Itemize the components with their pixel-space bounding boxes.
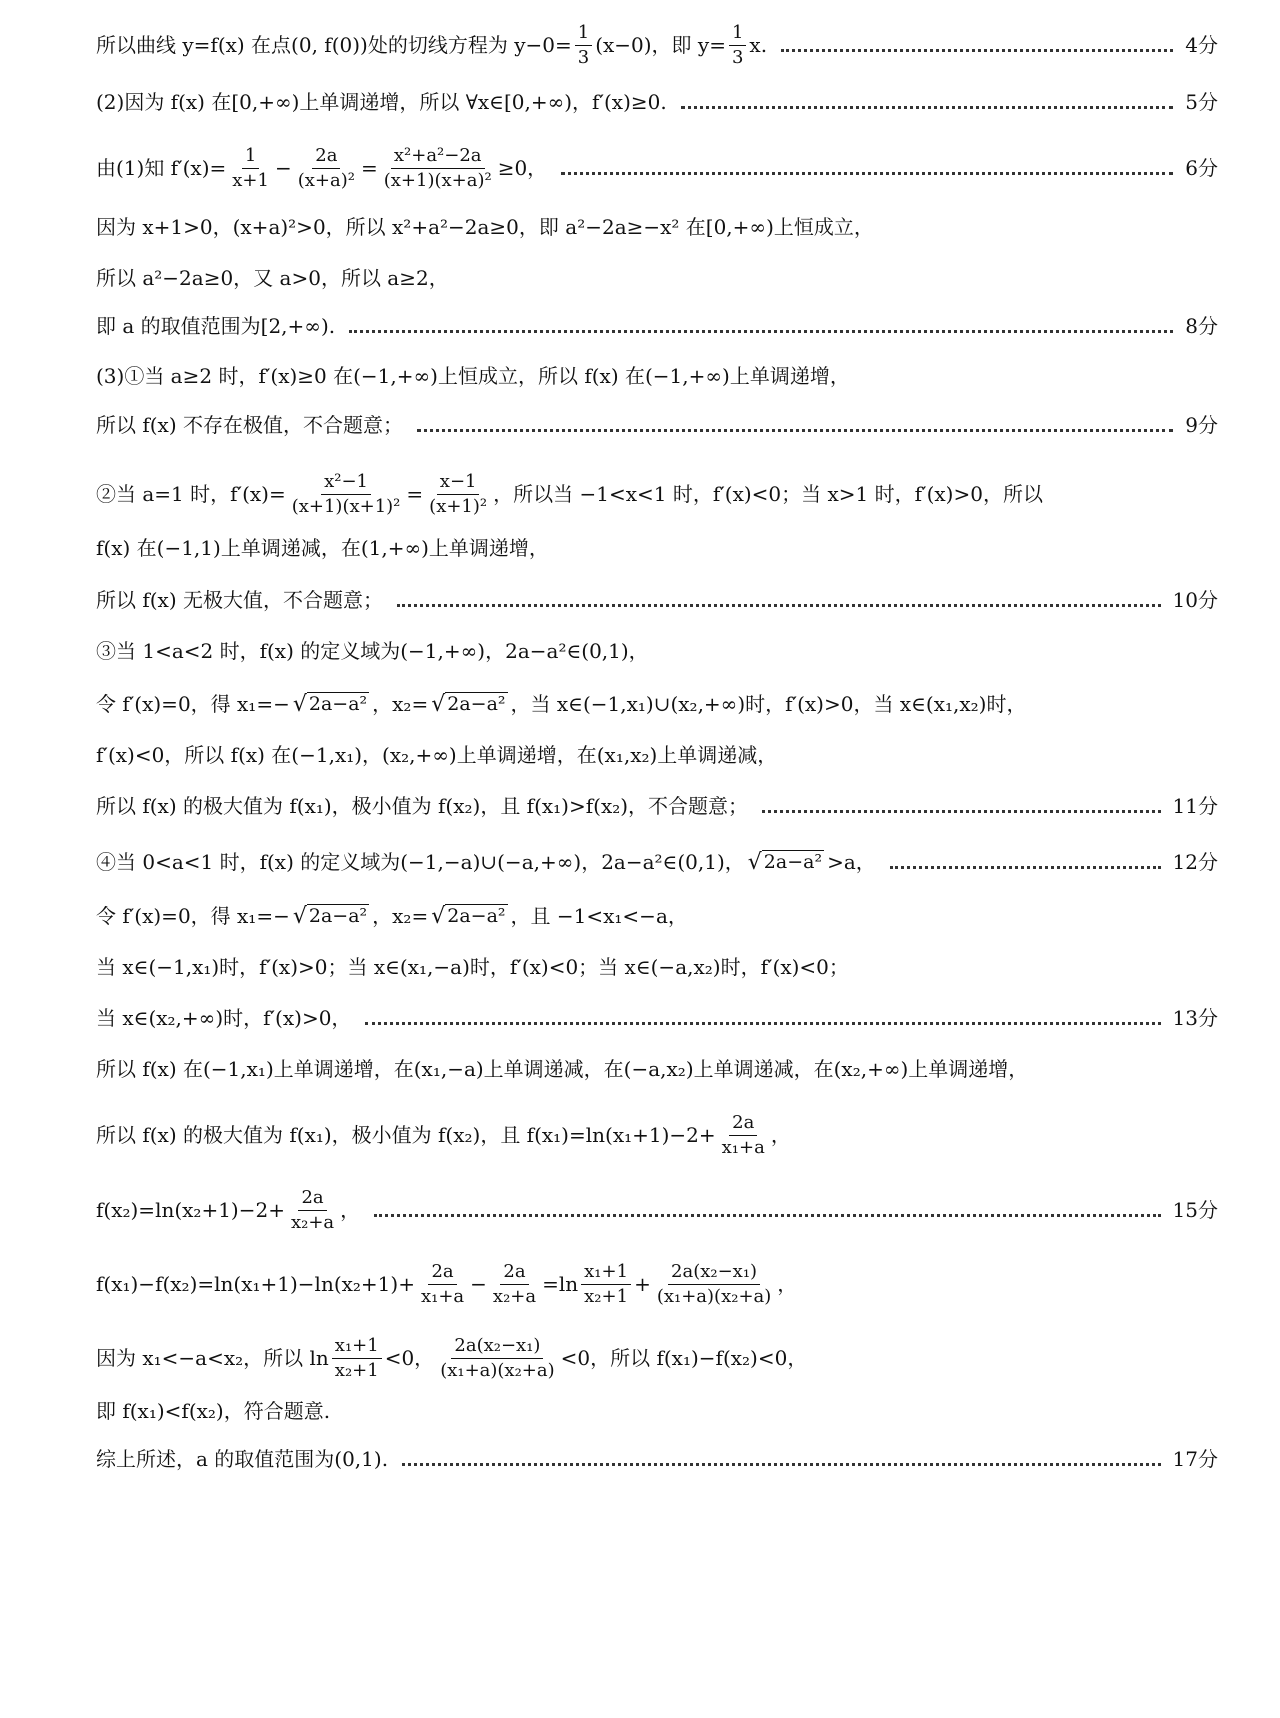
solution-line-text [96,312,335,340]
solution-line-text [96,1445,388,1473]
solution-line-text [96,586,383,614]
solution-line [96,1188,1218,1233]
fraction-denominator: 3 [731,46,744,68]
text-segment: 因为 x+1>0，(x+a)²>0，所以 x²+a²−2a≥0，即 a²−2a≥−x² 在[0,+∞)上恒成立， [96,215,874,239]
fraction [418,1262,467,1307]
radical-sign-icon: √ [747,849,762,875]
solution-line-text [96,146,547,191]
text-segment: 所以 f(x) 不存在极值，不合题意； [96,413,404,437]
text-segment: <0， [384,1346,435,1371]
square-root [431,904,507,928]
fraction [289,472,404,517]
text-segment: >a， [827,850,876,874]
text-segment: 因为 x₁<−a<x₂，所以 ln [96,1346,329,1371]
solution-line-text [96,741,777,769]
fraction [729,23,746,68]
fraction-numerator: x₁+1 [581,1262,631,1285]
radical-sign-icon: √ [431,903,446,929]
fraction-denominator: 3 [577,46,590,68]
solution-line [96,23,1218,68]
fraction-numerator: 2a [428,1262,456,1285]
solution-line [96,312,1218,340]
solution-line-text [96,213,874,241]
fraction [295,146,358,191]
score-label: 12分 [1172,850,1218,874]
solution-line [96,1004,1218,1032]
fraction [490,1262,539,1307]
fraction [288,1188,337,1233]
dotted-leader [365,1022,1160,1025]
text-segment: 即 a 的取值范围为[2,+∞). [96,314,336,338]
fraction [575,23,592,68]
text-segment: (2)因为 f(x) 在[0,+∞)上单调递增，所以 ∀x∈[0,+∞)，f′(x)≥0. [96,90,667,114]
text-segment: 令 f′(x)=0，得 x₁=− [96,904,290,928]
fraction-denominator: (x₁+a)(x₂+a) [656,1285,772,1307]
text-segment: 当 x∈(x₂,+∞)时，f′(x)>0， [96,1006,352,1030]
text-segment: 综上所述，a 的取值范围为(0,1). [96,1447,389,1471]
text-segment: ，且 −1<x₁<−a， [510,904,688,928]
solution-line [96,848,1218,876]
text-segment: ②当 a=1 时，f′(x)= [96,482,286,507]
text-segment: 所以曲线 y=f(x) 在点(0, f(0))处的切线方程为 y−0= [96,33,572,58]
text-segment: x. [749,33,768,58]
dotted-leader [890,866,1161,869]
text-segment: ， [777,1272,798,1297]
solution-line [96,146,1218,191]
text-segment: =ln [542,1272,579,1297]
solution-line [96,637,1218,665]
solution-line-text [96,690,1026,718]
fraction [229,146,272,191]
solution-line-text [96,902,688,930]
solution-line-text [96,953,849,981]
solution-line [96,586,1218,614]
fraction-numerator: 2a(x₂−x₁) [668,1262,760,1285]
text-segment: ， [770,1123,791,1148]
square-root [748,850,824,874]
solution-line-text [96,23,767,68]
text-segment: (3)①当 a≥2 时，f′(x)≥0 在(−1,+∞)上恒成立，所以 f(x) 在(−1,+∞)上单调递增， [96,364,850,388]
solution-line [96,534,1218,562]
radicand: 2a−a² [447,693,506,716]
solution-line [96,1397,1218,1425]
text-segment: + [634,1272,651,1297]
radical-sign-icon: √ [292,903,307,929]
score-label: 6分 [1185,156,1218,181]
score-label: 17分 [1172,1447,1218,1471]
text-segment: 即 f(x₁)<f(x₂)，符合题意. [96,1399,331,1423]
fraction [332,1336,382,1381]
text-segment: f(x₁)−f(x₂)=ln(x₁+1)−ln(x₂+1)+ [96,1272,415,1297]
score-label: 5分 [1185,90,1218,114]
text-segment: (x−0)，即 y= [595,33,726,58]
text-segment: 所以 a²−2a≥0，又 a>0，所以 a≥2， [96,266,449,290]
solution-line [96,1445,1218,1473]
text-segment: ，x₂= [372,904,429,928]
text-segment: ③当 1<a<2 时，f(x) 的定义域为(−1,+∞)，2a−a²∈(0,1)， [96,639,649,663]
solution-line [96,362,1218,390]
dotted-leader [374,1214,1160,1217]
solution-line [96,213,1218,241]
radical-sign-icon: √ [431,691,446,717]
solution-line-text [96,88,667,116]
fraction-denominator: (x₁+a)(x₂+a) [440,1359,555,1381]
text-segment: ， [340,1198,361,1223]
solution-line-text [96,534,549,562]
fraction [581,1262,631,1307]
dotted-leader [561,172,1173,175]
text-segment: f(x₂)=ln(x₂+1)−2+ [96,1198,285,1223]
text-segment: 所以 f(x) 的极大值为 f(x₁)，极小值为 f(x₂)，且 f(x₁)=ln(x₁+1)−2+ [96,1123,716,1148]
text-segment: − [470,1272,487,1297]
text-segment: <0，所以 f(x₁)−f(x₂)<0， [560,1346,808,1371]
solution-line-text [96,1113,791,1158]
solution-line-text [96,411,403,439]
fraction-denominator: (x+1)(x+1)² [291,495,401,517]
fraction-numerator: x₁+1 [332,1336,382,1359]
radicand: 2a−a² [308,905,368,928]
score-label: 10分 [1172,588,1218,612]
solution-line [96,411,1218,439]
text-segment: 令 f′(x)=0，得 x₁=− [96,692,290,716]
text-segment: 所以 f(x) 无极大值，不合题意； [96,588,384,612]
dotted-leader [417,429,1173,432]
solution-line-text [96,1336,807,1381]
fraction-denominator: x₂+a [290,1211,335,1233]
dotted-leader [397,604,1161,607]
text-segment: = [406,482,424,507]
text-segment: ，所以当 −1<x<1 时，f′(x)<0；当 x>1 时，f′(x)>0，所以 [493,482,1043,507]
solution-line-text [96,1055,1028,1083]
solution-line [96,472,1218,517]
solution-line [96,792,1218,820]
solution-line-text [96,1397,330,1425]
fraction-denominator: x₂+1 [334,1359,379,1381]
score-label: 13分 [1172,1006,1218,1030]
solution-line-text [96,637,649,665]
solution-line-text [96,848,876,876]
fraction-numerator: x²−1 [321,472,371,495]
dotted-leader [349,330,1173,333]
score-label: 8分 [1185,314,1218,338]
fraction-numerator: 2a [298,1188,326,1211]
text-segment: − [274,156,292,181]
square-root [293,692,369,716]
fraction-numerator: x−1 [437,472,480,495]
text-segment: = [360,156,378,181]
fraction-numerator: 2a(x₂−x₁) [451,1336,543,1359]
fraction [719,1113,768,1158]
fraction-denominator: x+1 [232,169,269,191]
fraction-denominator: x₂+1 [584,1285,629,1307]
fraction-numerator: x²+a²−2a [391,146,485,169]
solution-line-text [96,1262,797,1307]
solution-line-text [96,264,449,292]
solution-line [96,88,1218,116]
radicand: 2a−a² [308,693,368,716]
text-segment: f(x) 在(−1,1)上单调递减，在(1,+∞)上单调递增， [96,536,549,560]
solution-line [96,1262,1218,1307]
solution-line-text [96,792,748,820]
score-label: 15分 [1172,1198,1218,1223]
square-root [431,692,507,716]
fraction-denominator: x₁+a [420,1285,465,1307]
fraction [426,472,490,517]
radical-sign-icon: √ [292,691,307,717]
fraction-numerator: 1 [242,146,259,169]
fraction-denominator: x₁+a [721,1136,765,1158]
solution-line [96,264,1218,292]
text-segment: ≥0， [497,156,548,181]
dotted-leader [681,106,1174,109]
solution-line [96,741,1218,769]
radicand: 2a−a² [763,851,823,874]
fraction-denominator: (x+a)² [297,169,355,191]
fraction [654,1262,774,1307]
solution-line-text [96,1188,360,1233]
solution-line [96,1055,1218,1083]
text-segment: 由(1)知 f′(x)= [96,156,227,181]
solution-line [96,902,1218,930]
fraction-denominator: (x+1)(x+a)² [383,169,492,191]
text-segment: 所以 f(x) 在(−1,x₁)上单调递增，在(x₁,−a)上单调递减，在(−a,x₂)上单调递减，在(x₂,+∞)上单调递增， [96,1057,1029,1081]
square-root [293,904,369,928]
fraction-numerator: 2a [500,1262,528,1285]
fraction-numerator: 2a [729,1113,757,1136]
solution-line [96,1336,1218,1381]
solution-line-text [96,362,850,390]
solution-line [96,690,1218,718]
fraction-numerator: 2a [312,146,340,169]
fraction-denominator: x₂+a [492,1285,537,1307]
fraction-numerator: 1 [729,23,746,46]
score-label: 9分 [1185,413,1218,437]
dotted-leader [781,49,1173,52]
solution-line-text [96,472,1043,517]
fraction-numerator: 1 [575,23,592,46]
solution-line [96,953,1218,981]
fraction [437,1336,557,1381]
dotted-leader [762,810,1160,813]
text-segment: 所以 f(x) 的极大值为 f(x₁)，极小值为 f(x₂)，且 f(x₁)>f(x₂)，不合题意； [96,794,749,818]
solution-line [96,1113,1218,1158]
text-segment: f′(x)<0，所以 f(x) 在(−1,x₁)，(x₂,+∞)上单调递增，在(x₁,x₂)上单调递减， [96,743,778,767]
text-segment: ，当 x∈(−1,x₁)∪(x₂,+∞)时，f′(x)>0，当 x∈(x₁,x₂)时， [510,692,1027,716]
solution-line-text [96,1004,351,1032]
score-label: 4分 [1185,33,1218,58]
dotted-leader [402,1463,1160,1466]
fraction [381,146,495,191]
score-label: 11分 [1172,794,1218,818]
fraction-denominator: (x+1)² [429,495,488,517]
text-segment: ，x₂= [372,692,429,716]
radicand: 2a−a² [447,905,506,928]
text-segment: ④当 0<a<1 时，f(x) 的定义域为(−1,−a)∪(−a,+∞)，2a−a²∈(0,1)， [96,850,745,874]
text-segment: 当 x∈(−1,x₁)时，f′(x)>0；当 x∈(x₁,−a)时，f′(x)<0；当 x∈(−a,x₂)时，f′(x)<0； [96,955,849,979]
